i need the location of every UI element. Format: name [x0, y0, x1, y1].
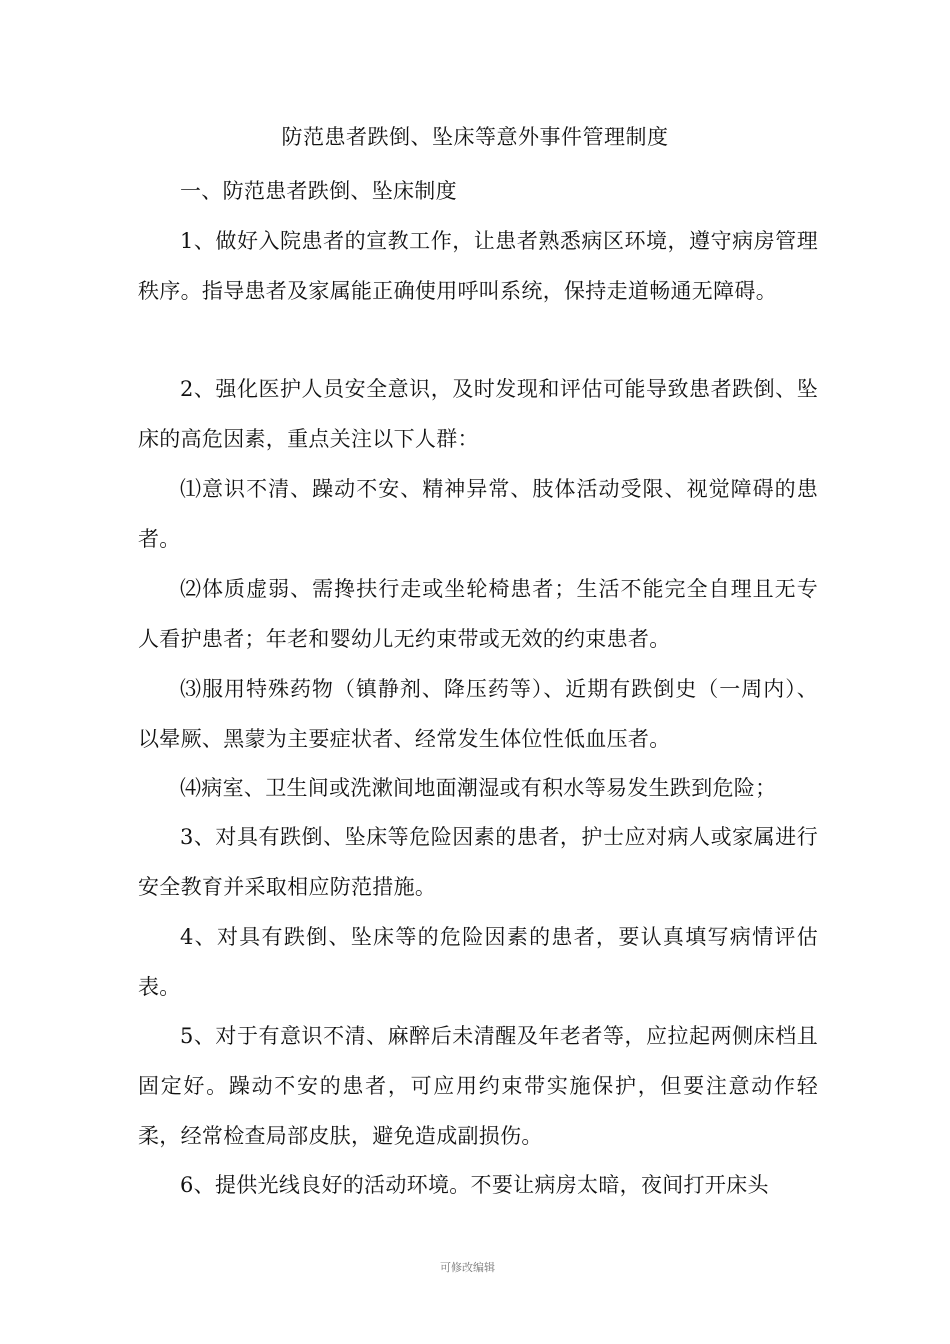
- paragraph-item-6: 6、提供光线良好的活动环境。不要让病房太暗，夜间打开床头: [180, 1173, 769, 1197]
- paragraph-sub-1: ⑴意识不清、躁动不安、精神异常、肢体活动受限、视觉障碍的患者。: [138, 477, 818, 551]
- paragraph-section-heading: 一、防范患者跌倒、坠床制度: [180, 179, 457, 203]
- footer-note: 可修改编辑: [440, 1261, 495, 1274]
- paragraph-item-2: 2、强化医护人员安全意识，及时发现和评估可能导致患者跌倒、坠床的高危因素，重点关注以下人群：: [138, 377, 818, 451]
- paragraph-item-5: 5、对于有意识不清、麻醉后未清醒及年老者等，应拉起两侧床档且固定好。躁动不安的患者，可应用约束带实施保护，但要注意动作轻柔，经常检查局部皮肤，避免造成副损伤。: [138, 1024, 818, 1148]
- paragraph-sub-4: ⑷病室、卫生间或洗漱间地面潮湿或有积水等易发生跌到危险；: [180, 776, 777, 800]
- paragraph-item-4: 4、对具有跌倒、坠床等的危险因素的患者，要认真填写病情评估表。: [138, 925, 818, 999]
- document-title: 防范患者跌倒、坠床等意外事件管理制度: [281, 125, 669, 149]
- paragraph-sub-2: ⑵体质虚弱、需搀扶行走或坐轮椅患者；生活不能完全自理且无专人看护患者；年老和婴幼儿无约束带或无效的约束患者。: [138, 577, 818, 651]
- paragraph-item-1: 1、做好入院患者的宣教工作，让患者熟悉病区环境，遵守病房管理秩序。指导患者及家属能正确使用呼叫系统，保持走道畅通无障碍。: [138, 229, 818, 303]
- paragraph-sub-3: ⑶服用特殊药物（镇静剂、降压药等）、近期有跌倒史（一周内）、以晕厥、黑蒙为主要症状者、经常发生体位性低血压者。: [138, 677, 818, 751]
- paragraph-item-3: 3、对具有跌倒、坠床等危险因素的患者，护士应对病人或家属进行安全教育并采取相应防范措施。: [138, 825, 818, 899]
